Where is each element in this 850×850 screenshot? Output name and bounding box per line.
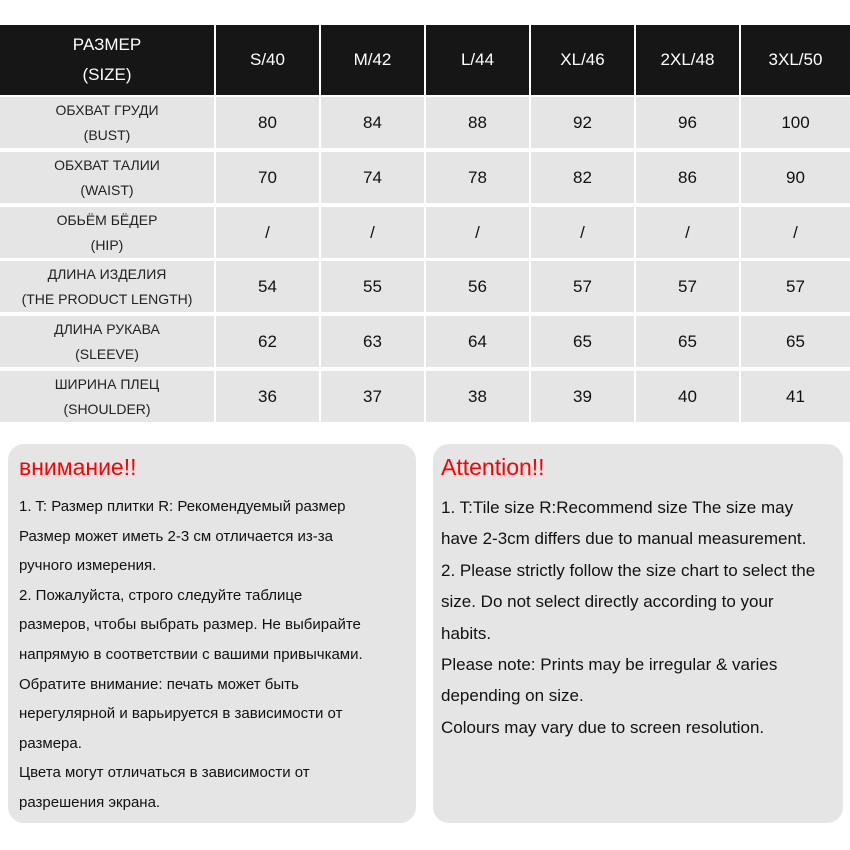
note-line: Цвета могут отличаться в зависимости от <box>19 764 310 782</box>
measurement-label-en: (THE PRODUCT LENGTH) <box>21 290 193 307</box>
size-header-label-ru: РАЗМЕР <box>72 35 142 54</box>
measurement-value: / <box>531 207 636 258</box>
size-chart-header-row <box>0 25 850 95</box>
size-column-header: XL/46 <box>531 25 636 95</box>
measurement-label <box>0 207 216 258</box>
table-row <box>0 152 850 203</box>
measurement-label <box>0 97 216 148</box>
measurement-label-ru: ОБХВАТ ГРУДИ <box>55 101 159 118</box>
measurement-label-en: (HIP) <box>90 236 124 253</box>
measurement-label-ru: ШИРИНА ПЛЕЦ <box>54 375 160 392</box>
measurement-value: 78 <box>426 152 531 203</box>
measurement-value: 36 <box>216 371 321 422</box>
size-header-label <box>0 25 216 95</box>
size-column-header: M/42 <box>321 25 426 95</box>
note-line: Размер может иметь 2-3 см отличается из-за <box>19 527 333 545</box>
size-column-header: 3XL/50 <box>768 50 823 69</box>
measurement-value: 57 <box>786 276 805 296</box>
table-row <box>0 371 850 422</box>
measurement-value: 41 <box>786 386 805 406</box>
size-header-label-en: (SIZE) <box>82 65 132 84</box>
attention-title-english: Attention!! <box>441 454 545 480</box>
note-line: depending on size. <box>441 686 584 706</box>
measurement-value: 57 <box>636 261 741 312</box>
measurement-value: 57 <box>531 261 636 312</box>
note-line: Please note: Prints may be irregular & varies <box>441 655 778 675</box>
measurement-value: 86 <box>636 152 741 203</box>
note-line: напрямую в соответствии с вашими привычками. <box>19 645 363 663</box>
measurement-value: 40 <box>636 371 741 422</box>
table-row <box>0 207 850 258</box>
measurement-value: / <box>793 222 798 242</box>
measurement-value: 38 <box>426 371 531 422</box>
attention-box-english <box>433 444 843 823</box>
note-line: habits. <box>441 623 492 643</box>
table-row <box>0 316 850 367</box>
note-line: Обратите внимание: печать может быть <box>19 675 299 693</box>
table-row <box>0 97 850 148</box>
measurement-label-ru: ДЛИНА РУКАВА <box>54 320 160 337</box>
measurement-label <box>0 371 216 422</box>
measurement-value: 55 <box>321 261 426 312</box>
measurement-label-en: (SHOULDER) <box>63 400 151 417</box>
measurement-value: 96 <box>636 97 741 148</box>
note-line: нерегулярной и варьируется в зависимости от <box>19 705 343 723</box>
note-line: ручного измерения. <box>19 557 157 575</box>
measurement-label-ru: ДЛИНА ИЗДЕЛИЯ <box>47 265 167 282</box>
measurement-value: 63 <box>321 316 426 367</box>
note-line: 1. T: Размер плитки R: Рекомендуемый размер <box>19 498 346 515</box>
note-line: размеров, чтобы выбрать размер. Не выбирайте <box>19 616 361 634</box>
measurement-value: 90 <box>786 167 805 187</box>
note-line: 1. T:Tile size R:Recommend size The size may <box>441 498 794 517</box>
measurement-value: / <box>321 207 426 258</box>
note-line: have 2-3cm differs due to manual measurement. <box>441 529 807 549</box>
measurement-value: / <box>216 207 321 258</box>
note-line: разрешения экрана. <box>19 793 161 811</box>
attention-box-russian <box>8 444 416 823</box>
measurement-value: 65 <box>636 316 741 367</box>
measurement-value: 56 <box>426 261 531 312</box>
measurement-label-en: (SLEEVE) <box>75 345 139 362</box>
measurement-label-en: (BUST) <box>83 126 131 143</box>
measurement-label <box>0 152 216 203</box>
measurement-value: 82 <box>531 152 636 203</box>
note-line: Colours may vary due to screen resolution. <box>441 717 765 737</box>
measurement-value: / <box>636 207 741 258</box>
note-line: size. Do not select directly according to your <box>441 592 774 612</box>
measurement-value: 37 <box>321 371 426 422</box>
measurement-value: 74 <box>321 152 426 203</box>
attention-title-russian: внимание!! <box>19 454 137 480</box>
size-column-header: L/44 <box>426 25 531 95</box>
size-column-header: S/40 <box>216 25 321 95</box>
measurement-label-ru: ОБЬЁМ БЁДЕР <box>56 211 158 228</box>
measurement-value: 65 <box>786 331 805 351</box>
measurement-label <box>0 261 216 312</box>
table-row <box>0 261 850 312</box>
measurement-label-ru: ОБХВАТ ТАЛИИ <box>54 156 160 173</box>
measurement-value: 54 <box>216 261 321 312</box>
measurement-value: 80 <box>216 97 321 148</box>
measurement-value: 88 <box>426 97 531 148</box>
attention-text-english <box>441 492 843 743</box>
measurement-value: 70 <box>216 152 321 203</box>
measurement-value: 64 <box>426 316 531 367</box>
measurement-value: 84 <box>321 97 426 148</box>
note-line: размера. <box>19 734 82 752</box>
measurement-value: 100 <box>781 112 810 132</box>
measurement-label-en: (WAIST) <box>80 181 134 198</box>
measurement-value: 62 <box>216 316 321 367</box>
attention-text-russian <box>19 492 416 818</box>
measurement-label <box>0 316 216 367</box>
note-line: 2. Пожалуйста, строго следуйте таблице <box>19 586 303 604</box>
measurement-value: 92 <box>531 97 636 148</box>
note-line: 2. Please strictly follow the size chart to select the <box>441 560 816 580</box>
measurement-value: / <box>426 207 531 258</box>
size-column-header: 2XL/48 <box>636 25 741 95</box>
measurement-value: 39 <box>531 371 636 422</box>
measurement-value: 65 <box>531 316 636 367</box>
